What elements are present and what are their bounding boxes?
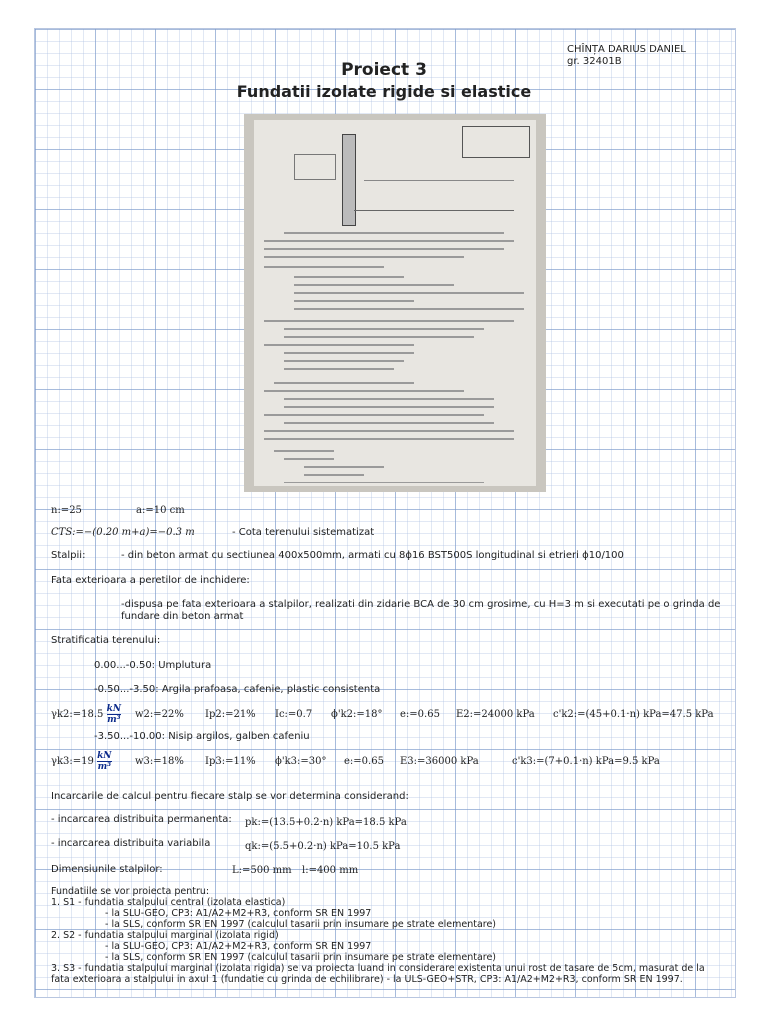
layer3-phi: ϕ'k3:=30°: [275, 756, 327, 767]
strat-heading: Stratificatia terenului:: [51, 635, 161, 646]
layer3-gamma: γk3:=19 $\frac{kN}{\text{m³}}$: [51, 751, 112, 772]
load-perm-expr: pk:=(13.5+0.2·n) kPa=18.5 kPa: [245, 817, 407, 828]
param-a: a:=10 cm: [136, 505, 185, 516]
fata-heading: Fata exterioara a peretilor de inchidere:: [51, 575, 250, 586]
stalpii-label: Stalpii:: [51, 550, 86, 561]
layer2-w: w2:=22%: [135, 709, 184, 720]
cts-description: - Cota terenului sistematizat: [232, 527, 375, 538]
layer2-e: e:=0.65: [400, 709, 440, 720]
assignment-photo: [244, 114, 546, 492]
list-item: 2. S2 - fundatia stalpului marginal (izolata rigid): [51, 930, 279, 941]
stalpii-description: - din beton armat cu sectiunea 400x500mm, armati cu 8ϕ16 BST500S longitudinal si etrieri ϕ10/100: [121, 550, 624, 561]
layer3-ip: Ip3:=11%: [205, 756, 256, 767]
dims-l: l:=400 mm: [302, 865, 359, 876]
fundatii-list: [51, 886, 711, 985]
title-line1: Proiect 3: [341, 60, 427, 80]
layer3-E: E3:=36000 kPa: [400, 756, 479, 767]
title-line2: Fundatii izolate rigide si elastice: [236, 82, 532, 101]
layer2-c: c'k2:=(45+0.1·n) kPa=47.5 kPa: [553, 709, 714, 720]
strat-layer3: -3.50...-10.00: Nisip argilos, galben cafeniu: [94, 731, 310, 742]
list-item: - la SLS, conform SR EN 1997 (calculul tasarii prin insumare pe strate elementare): [105, 919, 497, 930]
layer2-gamma: γk2:=18.5 $\frac{kN}{\text{m³}}$: [51, 704, 122, 725]
dims-L: L:=500 mm: [232, 865, 292, 876]
author-name: CHÎNȚA DARIUS DANIEL: [567, 44, 686, 55]
layer2-ip: Ip2:=21%: [205, 709, 256, 720]
list-item: - la SLU-GEO, CP3: A1/A2+M2+R3, conform SR EN 1997: [105, 908, 372, 919]
list-item: 1. S1 - fundatia stalpului central (izolata elastica): [51, 897, 286, 908]
list-item: - la SLU-GEO, CP3: A1/A2+M2+R3, conform SR EN 1997: [105, 941, 372, 952]
strat-layer2: -0.50...-3.50: Argila prafoasa, cafenie, plastic consistenta: [94, 684, 381, 695]
layer2-E: E2:=24000 kPa: [456, 709, 535, 720]
layer2-ic: Ic:=0.7: [275, 709, 313, 720]
load-perm-label: - incarcarea distribuita permanenta:: [51, 814, 232, 825]
fundatii-heading: Fundatiile se vor proiecta pentru:: [51, 886, 210, 897]
cts-expression: CTS:=−(0.20 m+a)=−0.3 m: [51, 527, 195, 538]
strat-layer1: 0.00...-0.50: Umplutura: [94, 660, 212, 671]
load-var-expr: qk:=(5.5+0.2·n) kPa=10.5 kPa: [245, 841, 401, 852]
list-item: - la SLS, conform SR EN 1997 (calculul tasarii prin insumare pe strate elementare): [105, 952, 497, 963]
dims-label: Dimensiunile stalpilor:: [51, 864, 163, 875]
layer3-e: e:=0.65: [344, 756, 384, 767]
author-group: gr. 32401B: [567, 56, 622, 67]
assignment-paper: [254, 120, 536, 486]
list-item: 3. S3 - fundatia stalpului marginal (izolata rigida) se va proiecta luand in considerare existenta unui rost de tasare de 5cm, masurat de la fata exterioara a stalpului in axul 1 (fundatie cu grinda de echilibrare) - la ULS-GEO+STR, CP3: A1/A2+M2+R3, conform SR EN 1997.: [51, 963, 705, 985]
layer2-phi: ϕ'k2:=18°: [331, 709, 383, 720]
layer3-w: w3:=18%: [135, 756, 184, 767]
load-var-label: - incarcarea distribuita variabila: [51, 838, 211, 849]
param-n: n:=25: [51, 505, 82, 516]
fata-description: -dispusa pe fata exterioara a stalpilor, realizati din zidarie BCA de 30 cm grosime, cu H=3 m si executati pe o grinda de fundare din beton armat: [121, 599, 721, 622]
loads-heading: Incarcarile de calcul pentru fiecare stalp se vor determina considerand:: [51, 791, 409, 802]
layer3-c: c'k3:=(7+0.1·n) kPa=9.5 kPa: [512, 756, 660, 767]
